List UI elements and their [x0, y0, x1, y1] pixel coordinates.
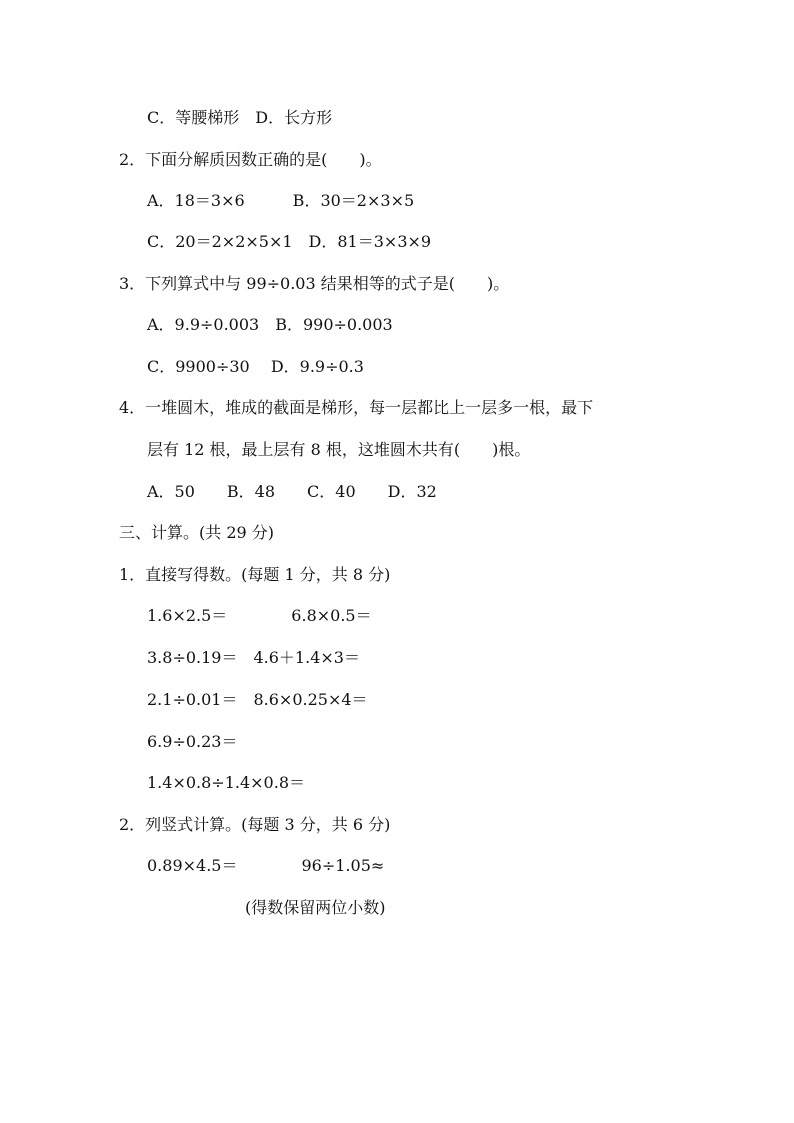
section3-p2-title: 2．列竖式计算。(每题 3 分，共 6 分)	[119, 815, 391, 834]
q3-stem: 3．下列算式中与 99÷0.03 结果相等的式子是( )。	[119, 274, 510, 293]
section3-p2-row1: 0.89×4.5＝ 96÷1.05≈	[147, 856, 385, 875]
section3-p2-note: (得数保留两位小数)	[245, 898, 386, 917]
q2-options-ab: A．18＝3×6 B．30＝2×3×5	[147, 191, 415, 210]
q2-stem: 2．下面分解质因数正确的是( )。	[119, 150, 382, 169]
q3-options-ab: A．9.9÷0.003 B．990÷0.003	[147, 315, 393, 334]
section3-p1-row4: 6.9÷0.23＝	[147, 732, 238, 751]
q4-stem-line2: 层有 12 根，最上层有 8 根，这堆圆木共有( )根。	[147, 440, 531, 459]
section3-heading: 三、计算。(共 29 分)	[119, 523, 275, 542]
q3-options-cd: C．9900÷30 D．9.9÷0.3	[147, 357, 364, 376]
section3-p1-row2: 3.8÷0.19＝ 4.6＋1.4×3＝	[147, 648, 360, 667]
section3-p1-title: 1．直接写得数。(每题 1 分，共 8 分)	[119, 565, 391, 584]
q1-options-cd: C．等腰梯形 D．长方形	[147, 108, 333, 127]
q4-options: A．50 B．48 C．40 D．32	[147, 482, 437, 501]
q4-stem-line1: 4．一堆圆木，堆成的截面是梯形，每一层都比上一层多一根，最下	[119, 398, 594, 417]
section3-p1-row1: 1.6×2.5＝ 6.8×0.5＝	[147, 606, 372, 625]
section3-p1-row5: 1.4×0.8÷1.4×0.8＝	[147, 773, 306, 792]
section3-p1-row3: 2.1÷0.01＝ 8.6×0.25×4＝	[147, 690, 368, 709]
q2-options-cd: C．20＝2×2×5×1 D．81＝3×3×9	[147, 232, 432, 251]
